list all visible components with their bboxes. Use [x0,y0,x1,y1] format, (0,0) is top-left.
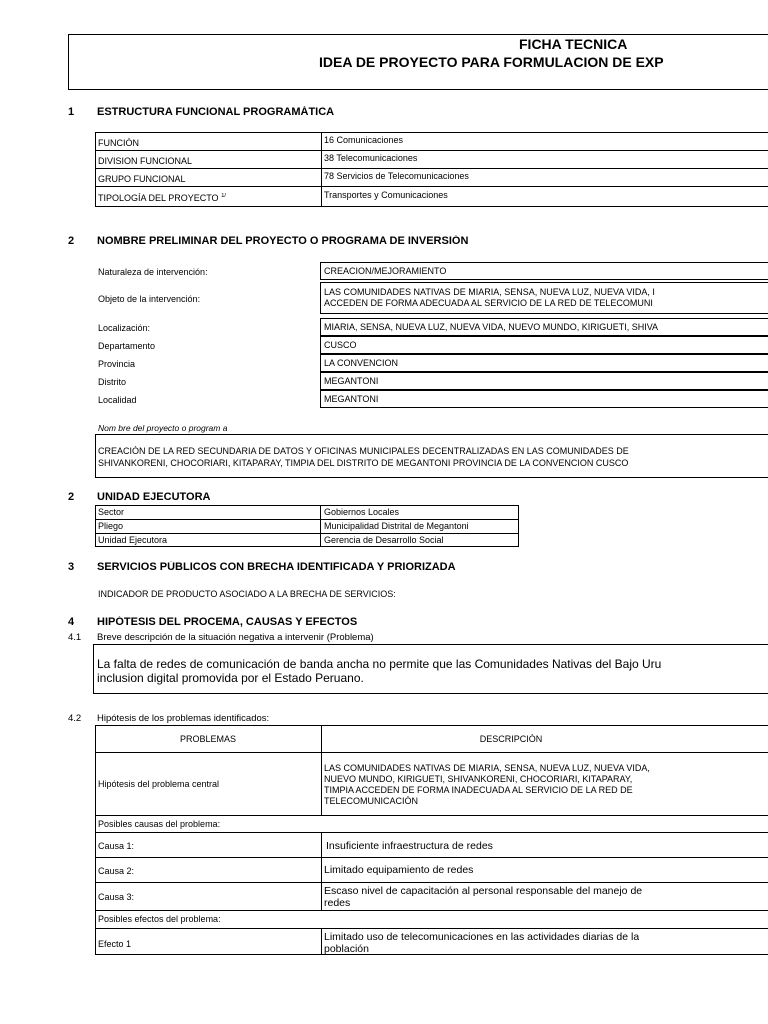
col-problemas-header: PROBLEMAS [179,734,237,744]
row-divider [95,186,768,187]
central-desc-line2: NUEVO MUNDO, KIRIGUETI, SHIVANKORENI, CHOCORIARI, KITAPARAY, [324,774,633,784]
problem-line1: La falta de redes de comunicación de banda ancha no permite que las Comunidades Nativas del Bajo Uru [97,657,662,671]
central-desc-line3: TIMPIA ACCEDEN DE FORMA INADECUADA AL SERVICIO DE LA RED DE [324,785,633,795]
row-divider [95,752,768,753]
funcion-label: FUNCIÓN [98,138,139,148]
col-divider [321,832,322,910]
tipologia-value: Transportes y Comunicaciones [324,190,448,200]
document-title: FICHA TECNICA [519,36,628,52]
localidad-value: MEGANTONI [324,394,379,404]
section-1-title: ESTRUCTURA FUNCIONAL PROGRAMÁTICA [97,106,335,118]
row-divider [95,832,768,833]
naturaleza-label: Naturaleza de intervención: [98,267,208,277]
causa-2-value: Limitado equipamiento de redes [324,864,474,876]
row-divider [95,815,768,816]
grupo-funcional-value: 78 Servicios de Telecomunicaciones [324,171,469,181]
naturaleza-value: CREACION/MEJORAMIENTO [324,266,447,276]
central-desc-line1: LAS COMUNIDADES NATIVAS DE MIARIA, SENSA, NUEVA LUZ, NUEVA VIDA, [324,763,650,773]
central-problem-label: Hipótesis del problema central [98,779,220,789]
sub-4-2-title: Hipótesis de los problemas identificados: [97,713,270,724]
section-3-title: SERVICIOS PÚBLICOS CON BRECHA IDENTIFICADA Y PRIORIZADA [97,561,456,573]
row-divider [95,168,768,169]
section-2-title: NOMBRE PRELIMINAR DEL PROYECTO O PROGRAMA DE INVERSIÓN [97,235,469,247]
central-desc-line4: TELECOMUNICACIÓN [324,796,419,806]
efectos-label: Posibles efectos del problema: [98,914,221,924]
localizacion-label: Localización: [98,323,151,333]
departamento-box [320,336,768,354]
causa-3-value-line1: Escaso nivel de capacitación al personal responsable del manejo de [324,885,643,897]
section-3-number: 3 [68,561,75,573]
division-funcional-value: 38 Telecomunicaciones [324,153,418,163]
localizacion-value: MIARIA, SENSA, NUEVA LUZ, NUEVA VIDA, NUEVO MUNDO, KIRIGUETI, SHIVA [324,322,659,332]
sub-4-1-number: 4.1 [68,632,82,643]
row-divider [95,910,768,911]
col-divider [321,928,322,955]
section-4-title: HIPÓTESIS DEL PROCEMA, CAUSAS Y EFECTOS [97,616,358,628]
sub-4-1-title: Breve descripción de la situación negativa a intervenir (Problema) [97,632,374,643]
sector-value: Gobiernos Locales [324,507,400,517]
efecto-1-value-line1: Limitado uso de telecomunicaciones en las actividades diarias de la [324,931,640,943]
efecto-1-value-line2: población [324,943,369,955]
pliego-value: Municipalidad Distrital de Megantoni [324,521,469,531]
provincia-label: Provincia [98,359,136,369]
efecto-1-label: Efecto 1 [98,939,132,949]
localidad-label: Localidad [98,395,137,405]
localidad-box [320,390,768,408]
causa-3-value-line2: redes [324,897,351,909]
grupo-funcional-label: GRUPO FUNCIONAL [98,174,186,184]
causas-label: Posibles causas del problema: [98,819,221,829]
nombre-proyecto-line2: SHIVANKORENI, CHOCORIARI, KITAPARAY, TIMPIA DEL DISTRITO DE MEGANTONI PROVINCIA DE LA CONVENCION CUSCO [98,458,629,468]
indicador-label: INDICADOR DE PRODUCTO ASOCIADO A LA BRECHA DE SERVICIOS: [98,589,396,599]
pliego-label: Pliego [98,521,124,531]
row-divider [95,857,768,858]
objeto-value-line2: ACCEDEN DE FORMA ADECUADA AL SERVICIO DE LA RED DE TELECOMUNI [324,298,653,308]
problem-line2: inclusion digital promovida por el Estado Peruano. [97,671,364,685]
unidad-divider [320,505,321,547]
row-divider [95,928,768,929]
causa-1-value: Insuficiente infraestructura de redes [326,840,493,852]
unidad-ejecutora-value: Gerencia de Desarrollo Social [324,535,444,545]
distrito-box [320,372,768,390]
departamento-value: CUSCO [324,340,357,350]
departamento-label: Departamento [98,341,156,351]
unidad-number: 2 [68,491,75,503]
tipologia-label [98,193,226,203]
distrito-value: MEGANTONI [324,376,379,386]
division-funcional-label: DIVISION FUNCIONAL [98,156,193,166]
row-divider [95,150,768,151]
unidad-title: UNIDAD EJECUTORA [97,491,211,503]
provincia-value: LA CONVENCION [324,358,399,368]
distrito-label: Distrito [98,377,127,387]
row-divider [95,882,768,883]
document-subtitle: IDEA DE PROYECTO PARA FORMULACION DE EXP [319,54,664,70]
section-4-number: 4 [68,616,75,628]
section-2-number: 2 [68,235,75,247]
row-divider [95,519,519,520]
causa-3-label: Causa 3: [98,892,135,902]
nombre-proyecto-box [95,434,768,478]
objeto-value-line1: LAS COMUNIDADES NATIVAS DE MIARIA, SENSA, NUEVA LUZ, NUEVA VIDA, I [324,287,655,297]
row-divider [95,533,519,534]
funcion-value: 16 Comunicaciones [324,135,404,145]
objeto-label: Objeto de la intervención: [98,294,201,304]
unidad-ejecutora-label: Unidad Ejecutora [98,535,168,545]
estructura-divider [321,132,322,207]
sector-label: Sector [98,507,125,517]
col-descripcion-header: DESCRIPCIÓN [479,734,543,744]
causa-2-label: Causa 2: [98,866,135,876]
tipologia-footnote: 1/ [221,193,227,199]
section-1-number: 1 [68,106,75,118]
causa-1-label: Causa 1: [98,841,135,851]
tipologia-label-text: TIPOLOGÍA DEL PROYECTO [98,193,219,203]
nombre-proyecto-line1: CREACIÓN DE LA RED SECUNDARIA DE DATOS Y OFICINAS MUNICIPALES DECENTRALIZADAS EN LAS COMUNIDADES DE [98,446,629,456]
sub-4-2-number: 4.2 [68,713,82,724]
nombre-proyecto-label: Nom bre del proyecto o program a [98,423,228,433]
